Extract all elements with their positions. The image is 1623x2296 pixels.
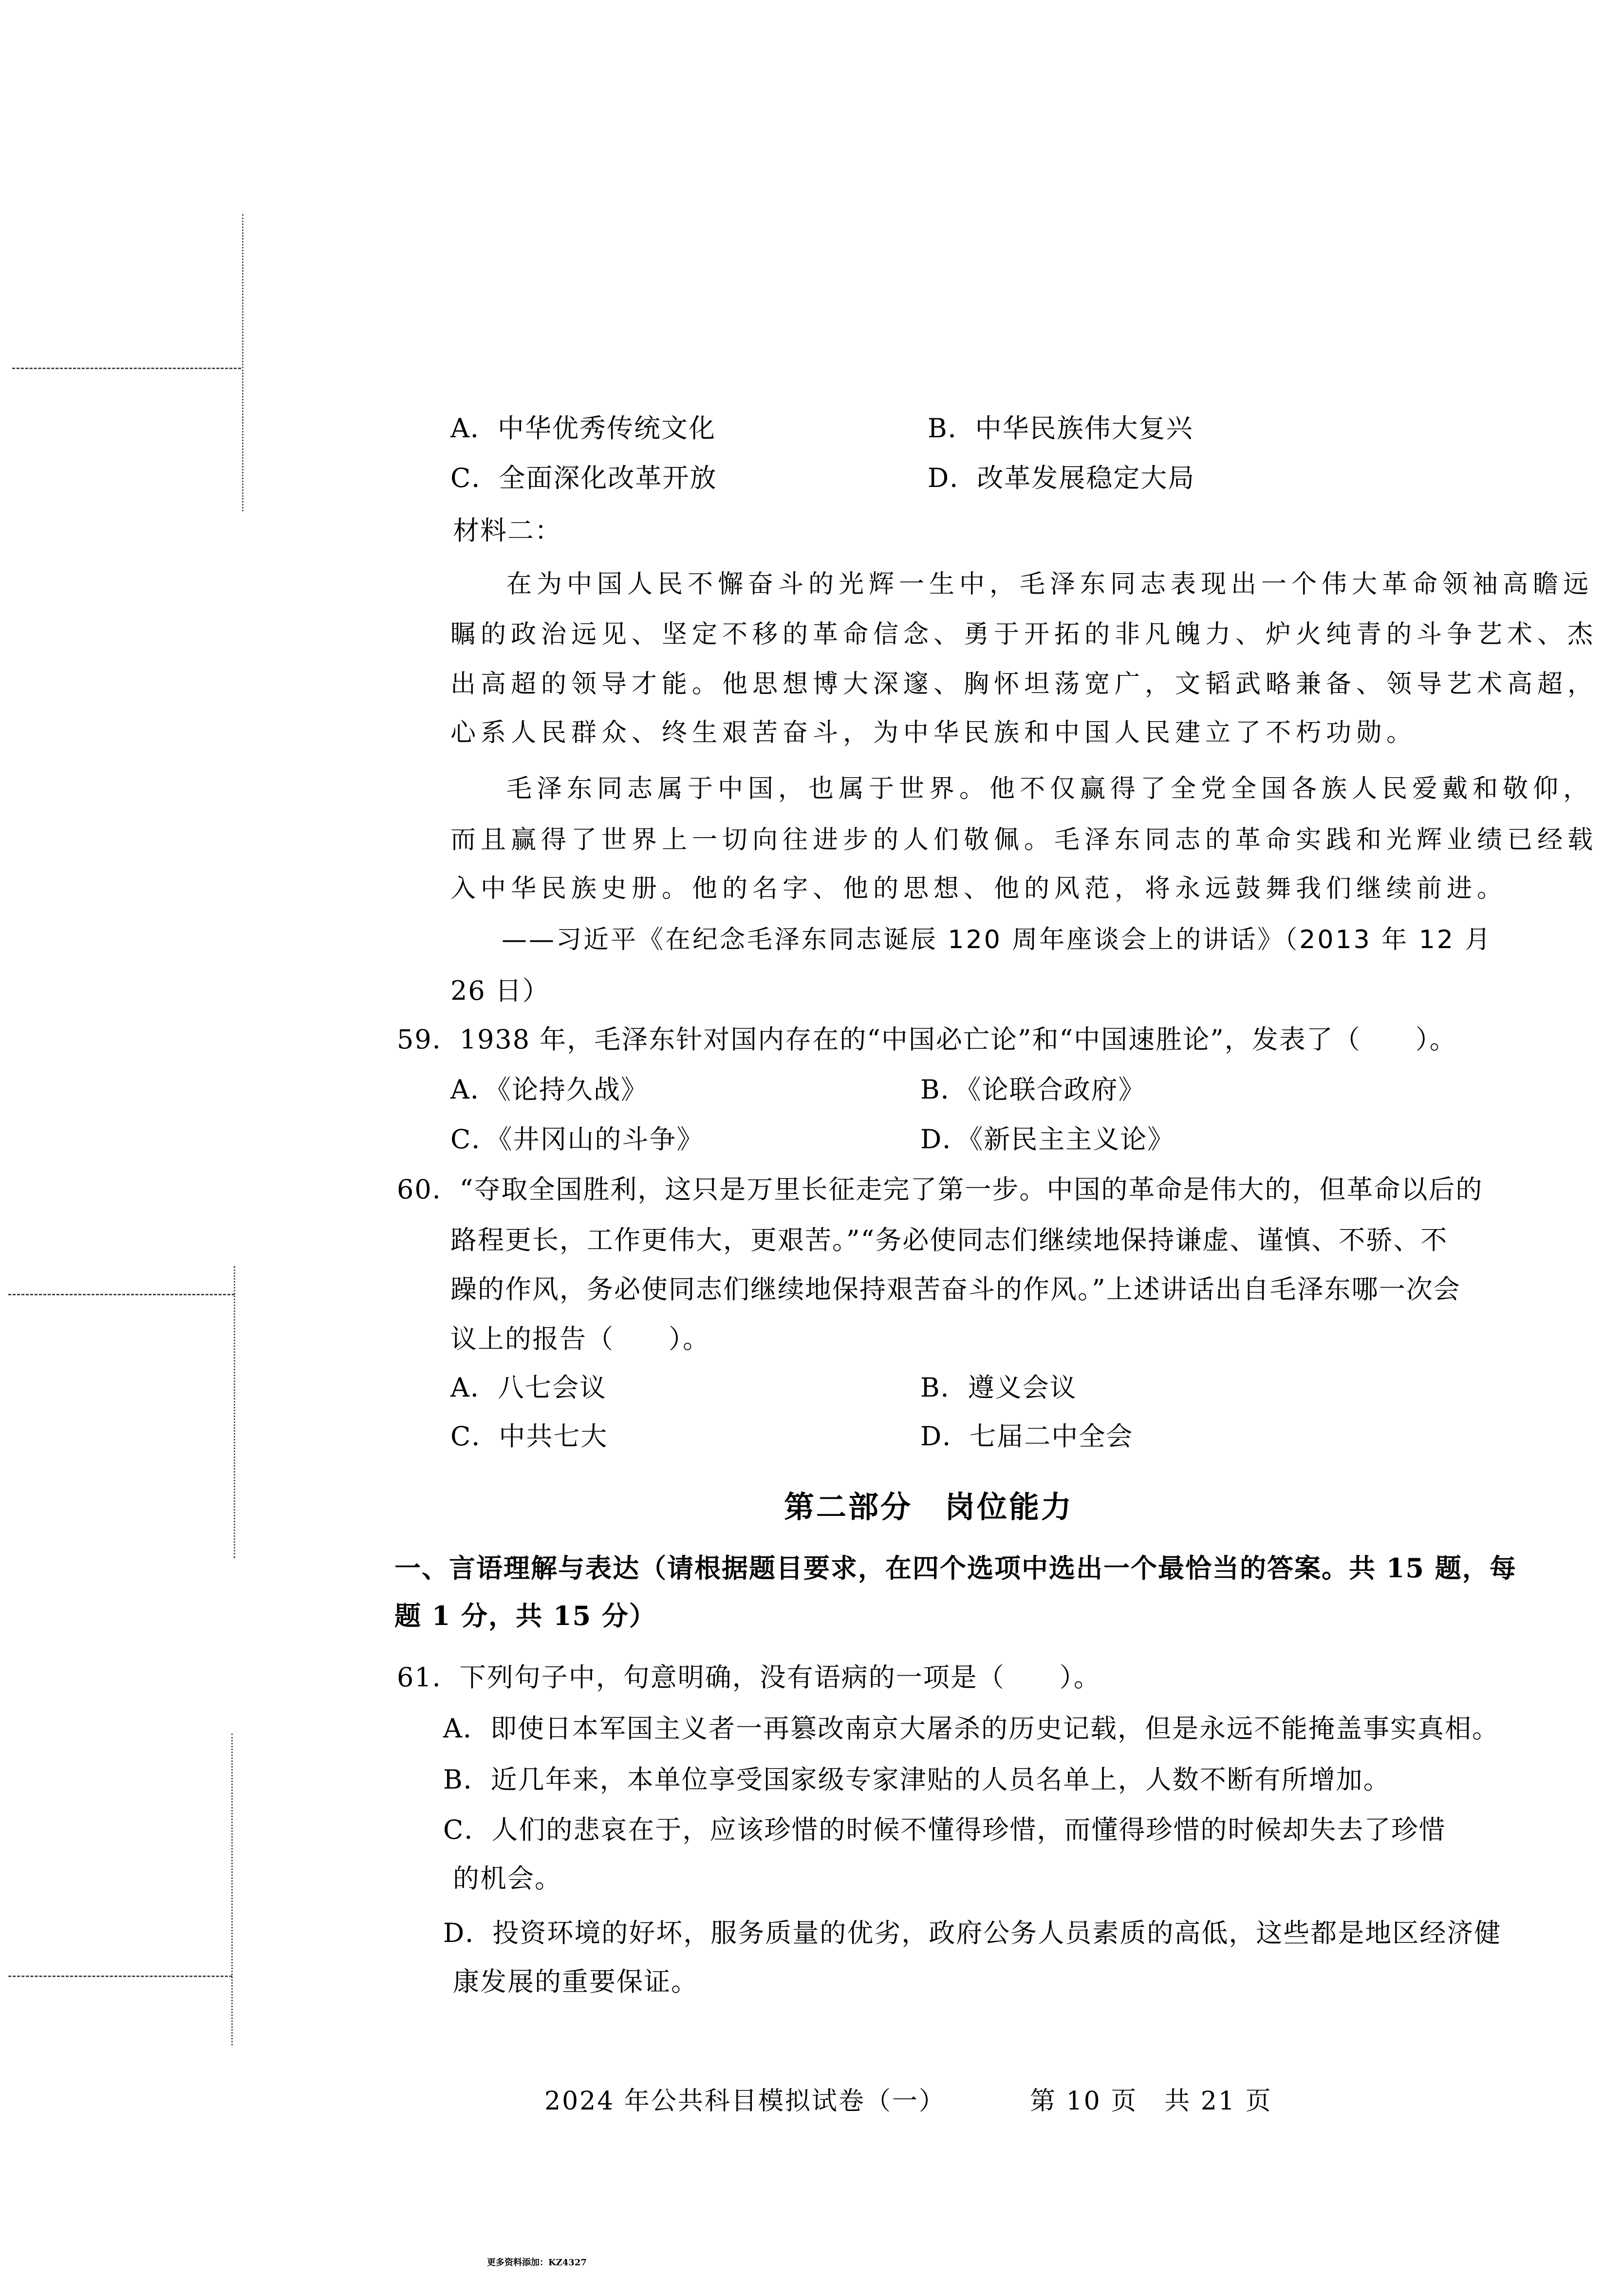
material-p2-line1: 毛泽东同志属于中国，也属于世界。他不仅赢得了全党全国各族人民爱戴和敬仰，	[506, 774, 1594, 803]
q60-option-c[interactable]: C．中共七大	[450, 1421, 608, 1452]
binding-margin-dash-1	[12, 368, 241, 369]
q61-stem: 61．下列句子中，句意明确，没有语病的一项是（ ）。	[397, 1662, 1101, 1693]
material-source-line2: 26 日）	[450, 975, 550, 1006]
material-p1-line4: 心系人民群众、终生艰苦奋斗，为中华民族和中国人民建立了不朽功勋。	[450, 718, 1417, 747]
q60-option-d[interactable]: D．七届二中全会	[920, 1421, 1134, 1452]
prev-option-d: D．改革发展稳定大局	[928, 463, 1195, 493]
q61-option-c-line1[interactable]: C．人们的悲哀在于，应该珍惜的时候不懂得珍惜，而懂得珍惜的时候却失去了珍惜	[443, 1814, 1446, 1845]
q61-option-d-line2: 康发展的重要保证。	[453, 1966, 698, 1997]
q60-stem-line4: 议上的报告（ ）。	[450, 1324, 710, 1354]
material-source-line1: ——习近平《在纪念毛泽东同志诞辰 120 周年座谈会上的讲话》（2013 年 12 月	[502, 925, 1492, 954]
prev-option-a: A．中华优秀传统文化	[450, 413, 716, 444]
q60-option-a[interactable]: A．八七会议	[450, 1372, 607, 1403]
q61-option-c-line2: 的机会。	[453, 1863, 562, 1894]
footer-exam-title: 2024 年公共科目模拟试卷（一）	[544, 2087, 946, 2116]
q61-option-b[interactable]: B．近几年来，本单位享受国家级专家津贴的人员名单上，人数不断有所增加。	[443, 1764, 1391, 1795]
binding-margin-line-lower-a	[234, 1266, 235, 1558]
q59-option-a[interactable]: A．《论持久战》	[450, 1074, 648, 1105]
material-p1-line1: 在为中国人民不懈奋斗的光辉一生中，毛泽东同志表现出一个伟大革命领袖高瞻远	[506, 570, 1594, 599]
q59-option-c[interactable]: C．《井冈山的斗争》	[450, 1124, 704, 1155]
binding-margin-line-upper	[242, 214, 243, 511]
material-p1-line3: 出高超的领导才能。他思想博大深邃、胸怀坦荡宽广，文韬武略兼备、领导艺术高超，	[450, 670, 1598, 699]
q60-stem-line1: 60．“夺取全国胜利，这只是万里长征走完了第一步。中国的革命是伟大的，但革命以后的	[397, 1174, 1483, 1205]
q60-stem-line3: 躁的作风，务必使同志们继续地保持艰苦奋斗的作风。”上述讲话出自毛泽东哪一次会	[450, 1274, 1461, 1305]
section1-instructions-line2: 题 1 分，共 15 分）	[394, 1600, 656, 1631]
q61-option-a[interactable]: A．即使日本军国主义者一再篡改南京大屠杀的历史记载，但是永远不能掩盖事实真相。	[443, 1713, 1499, 1744]
q59-option-d[interactable]: D．《新民主主义论》	[920, 1124, 1175, 1155]
material-p2-line2: 而且赢得了世界上一切向往进步的人们敬佩。毛泽东同志的革命实践和光辉业绩已经载	[450, 825, 1598, 855]
material-p2-line3: 入中华民族史册。他的名字、他的思想、他的风范，将永远鼓舞我们继续前进。	[450, 874, 1508, 903]
footer-page-info: 第 10 页 共 21 页	[1030, 2087, 1272, 2116]
section1-instructions-line1: 一、言语理解与表达（请根据题目要求，在四个选项中选出一个最恰当的答案。共 15 题，每	[394, 1552, 1517, 1584]
binding-margin-dash-2	[8, 1294, 235, 1295]
prev-option-c: C．全面深化改革开放	[450, 463, 717, 493]
material-p1-line2: 瞩的政治远见、坚定不移的革命信念、勇于开拓的非凡魄力、炉火纯青的斗争艺术、杰	[450, 620, 1598, 649]
part2-title: 第二部分 岗位能力	[784, 1489, 1074, 1525]
binding-margin-dash-3	[8, 1976, 232, 1977]
q59-stem: 59．1938 年，毛泽东针对国内存在的“中国必亡论”和“中国速胜论”，发表了（ ）。	[397, 1024, 1457, 1055]
q59-option-b[interactable]: B．《论联合政府》	[920, 1074, 1146, 1105]
q60-option-b[interactable]: B．遵义会议	[920, 1372, 1077, 1403]
q61-option-d-line1[interactable]: D．投资环境的好坏，服务质量的优劣，政府公务人员素质的高低，这些都是地区经济健	[443, 1918, 1502, 1948]
prev-option-b: B．中华民族伟大复兴	[928, 413, 1194, 444]
material-label: 材料二：	[453, 515, 562, 546]
binding-margin-line-lower-b	[231, 1734, 233, 2045]
q60-stem-line2: 路程更长，工作更伟大，更艰苦。”“务必使同志们继续地保持谦虚、谨慎、不骄、不	[450, 1225, 1448, 1255]
watermark-text: 更多资料添加：KZ4327	[487, 2258, 587, 2268]
